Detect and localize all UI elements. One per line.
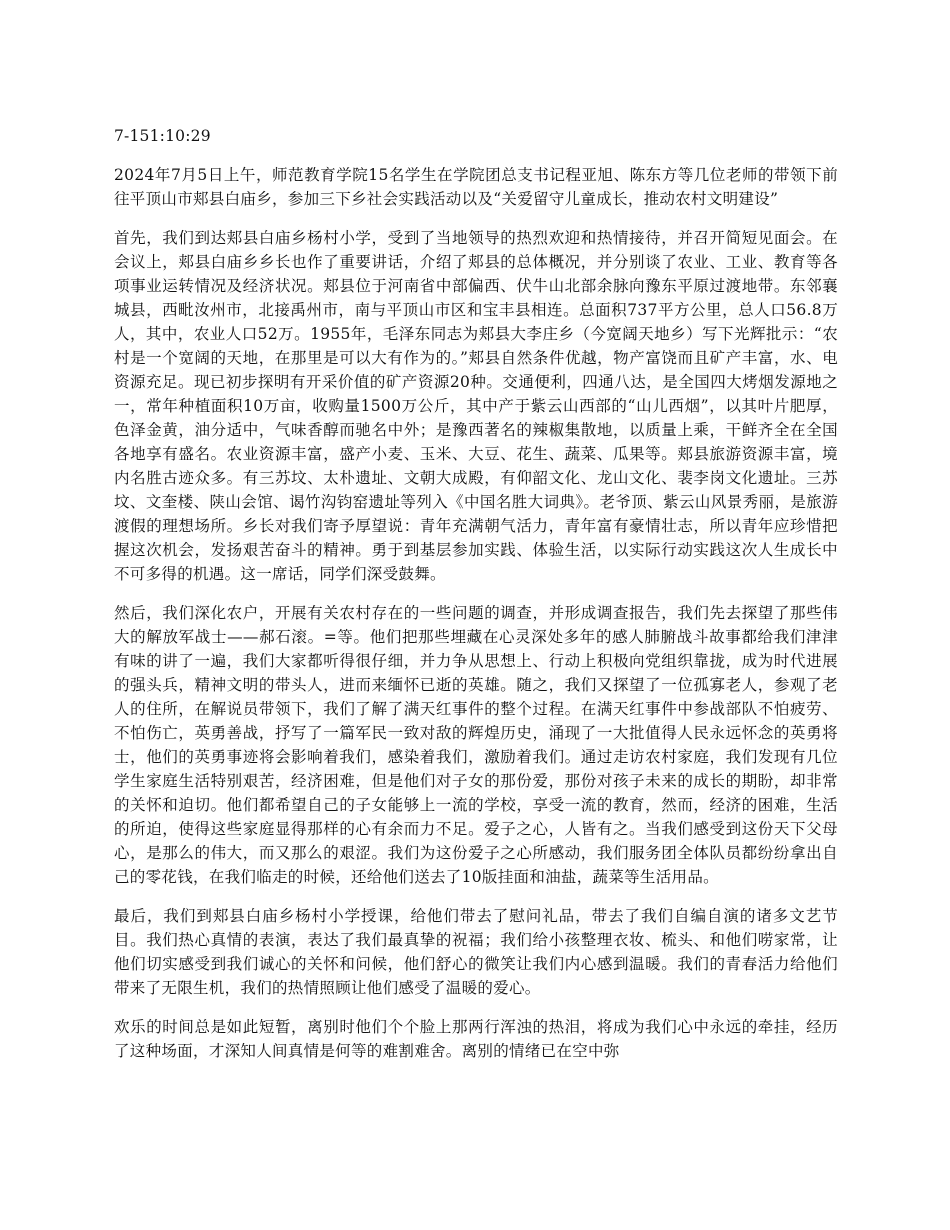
paragraph-then: 然后，我们深化农户，开展有关农村存在的一些问题的调查，并形成调查报告，我们先去探望了那些伟大的解放军战士——郝石滚。=等。他们把那些埋藏在心灵深处多年的感人肺腑战斗故事都给我们津津有味的讲了一遍，我们大家都听得很仔细，并力争从思想上、行动上积极向党组织靠拢，成为时代进展的强头兵，精神文明的带头人，进而来缅怀已逝的英雄。随之，我们又探望了一位孤寡老人，参观了老人的住所，在解说员带领下，我们了解了满天红事件的整个过程。在满天红事件中参战部队不怕疲劳、不怕伤亡，英勇善战，抒写了一篇军民一致对敌的辉煌历史，涌现了一大批值得人民永远怀念的英勇将士，他们的英勇事迹将会影响着我们，感染着我们，激励着我们。通过走访农村家庭，我们发现有几位学生家庭生活特别艰苦，经济困难，但是他们对子女的那份爱，那份对孩子未来的成长的期盼，却非常的关怀和迫切。他们都希望自己的子女能够上一流的学校，享受一流的教育，然而，经济的困难，生活的所迫，使得这些家庭显得那样的心有余而力不足。爱子之心，人皆有之。当我们感受到这份天下父母心，是那么的伟大，而又那么的艰涩。我们为这份爱子之心所感动，我们服务团全体队员都纷纷拿出自己的零花钱，在我们临走的时候，还给他们送去了10版挂面和油盐，蔬菜等生活用品。 (114, 604, 838, 886)
paragraph-finally: 最后，我们到郏县白庙乡杨村小学授课，给他们带去了慰问礼品，带去了我们自编自演的诸多文艺节目。我们热心真情的表演，表达了我们最真挚的祝福；我们给小孩整理衣妆、梳头、和他们唠家常，让他们切实感受到我们诚心的关怀和问候，他们舒心的微笑让我们内心感到温暖。我们的青春活力给他们带来了无限生机，我们的热情照顾让他们感受了温暖的爱心。 (114, 907, 838, 997)
paragraph-intro: 2024年7月5日上午，师范教育学院15名学生在学院团总支书记程亚旭、陈东方等几位老师的带领下前往平顶山市郏县白庙乡，参加三下乡社会实践活动以及“关爱留守儿童成长，推动农村文明建设” (114, 166, 838, 208)
document-id: 7-151:10:29 (114, 127, 211, 145)
document-page (114, 124, 838, 1078)
paragraph-first: 首先，我们到达郏县白庙乡杨村小学，受到了当地领导的热烈欢迎和热情接待，并召开简短见面会。在会议上，郏县白庙乡乡长也作了重要讲话，介绍了郏县的总体概况，并分别谈了农业、工业、教育等各项事业运转情况及经济状况。郏县位于河南省中部偏西、伏牛山北部余脉向豫东平原过渡地带。东邻襄城县，西毗汝州市，北接禹州市，南与平顶山市区和宝丰县相连。总面积737平方公里，总人口56.8万人，其中，农业人口52万。1955年，毛泽东同志为郏县大李庄乡（今宽阔天地乡）写下光辉批示：“农村是一个宽阔的天地，在那里是可以大有作为的。”郏县自然条件优越，物产富饶而且矿产丰富，水、电资源充足。现已初步探明有开采价值的矿产资源20种。交通便利，四通八达，是全国四大烤烟发源地之一，常年种植面积10万亩，收购量1500万公斤，其中产于紫云山西部的“山儿西烟”，以其叶片肥厚，色泽金黄，油分适中，气味香醇而驰名中外；是豫西著名的辣椒集散地，以质量上乘，干鲜齐全在全国各地享有盛名。农业资源丰富，盛产小麦、玉米、大豆、花生、蔬菜、瓜果等。郏县旅游资源丰富，境内名胜古迹众多。有三苏坟、太朴遗址、文朝大成殿，有仰韶文化、龙山文化、裴李岗文化遗址。三苏坟、文奎楼、陕山会馆、谒竹沟钧窑遗址等列入《中国名胜大词典》。老爷顶、紫云山风景秀丽，是旅游渡假的理想场所。乡长对我们寄予厚望说：青年充满朝气活力，青年富有豪情壮志，所以青年应珍惜把握这次机会，发扬艰苦奋斗的精神。勇于到基层参加实践、体验生活，以实际行动实践这次人生成长中不可多得的机遇。这一席话，同学们深受鼓舞。 (114, 229, 838, 583)
paragraph-farewell: 欢乐的时间总是如此短暂，离别时他们个个脸上那两行浑浊的热泪，将成为我们心中永远的牵挂，经历了这种场面，才深知人间真情是何等的难割难舍。离别的情绪已在空中弥 (114, 1018, 838, 1060)
